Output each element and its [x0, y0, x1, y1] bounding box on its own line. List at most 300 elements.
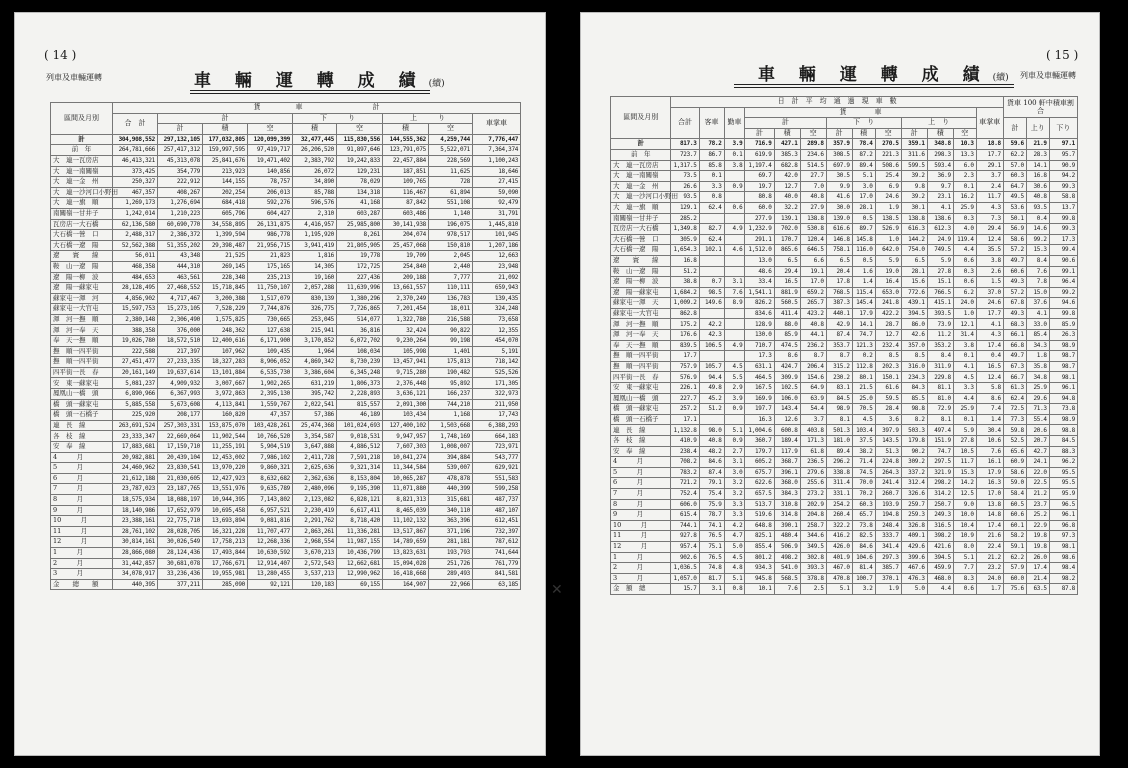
- table-cell: 1.4: [976, 414, 1003, 425]
- table-cell: 459.9: [927, 563, 953, 574]
- row-label: 蘇家屯一大官屯: [611, 308, 671, 319]
- table-cell: 17.7: [976, 149, 1003, 160]
- table-cell: 1,964: [293, 346, 337, 357]
- table-cell: 37.0: [976, 287, 1003, 298]
- table-cell: 21.2: [976, 552, 1003, 563]
- table-cell: 8,718,420: [337, 516, 383, 527]
- table-cell: 227,436: [337, 272, 383, 283]
- table-cell: 16.3: [976, 478, 1003, 489]
- table-cell: 102.1: [699, 245, 724, 256]
- table-cell: 27,415: [473, 177, 521, 188]
- table-cell: 62.4: [1003, 393, 1026, 404]
- table-cell: 60.0: [1003, 573, 1026, 584]
- table-cell: 7.0: [800, 181, 826, 192]
- table-cell: 13.3: [953, 149, 976, 160]
- table-cell: 8.6: [774, 351, 800, 362]
- table-cell: 42.3: [699, 330, 724, 341]
- table-cell: 18,572,510: [158, 336, 203, 347]
- table-cell: 304,908,552: [113, 134, 158, 145]
- table-cell: 7,744,876: [248, 304, 293, 315]
- table-cell: 95.9: [1049, 488, 1077, 499]
- row-label: 蘇家屯一大官屯: [51, 304, 113, 315]
- table-cell: 309.9: [774, 372, 800, 383]
- table-cell: 341.4: [875, 541, 901, 552]
- table-cell: 263,691,524: [113, 420, 158, 431]
- table-cell: 801.2: [745, 552, 774, 563]
- table-row: [51, 208, 521, 219]
- table-cell: 11,750,107: [248, 283, 293, 294]
- table-cell: 107,962: [203, 346, 248, 357]
- table-cell: 100.7: [852, 573, 875, 584]
- table-cell: 87.8: [1049, 584, 1077, 595]
- table-row: [611, 255, 1078, 266]
- average-cars-table: [610, 96, 1078, 595]
- table-cell: 48.2: [699, 446, 724, 457]
- table-cell: 12,268,336: [248, 537, 293, 548]
- table-row: [611, 202, 1078, 213]
- table-cell: 235,213: [248, 272, 293, 283]
- table-cell: 2,310: [293, 208, 337, 219]
- row-label: 大 連一南關嶺: [51, 166, 113, 177]
- table-cell: 1,748,169: [429, 431, 473, 442]
- table-row: [611, 245, 1078, 256]
- row-label: 奉 天一撫 順: [51, 336, 113, 347]
- row-label: 鞍 山一遼 陽: [51, 261, 113, 272]
- table-cell: 99.4: [1049, 245, 1077, 256]
- table-cell: 3.9: [724, 393, 745, 404]
- table-cell: 1,004.6: [745, 425, 774, 436]
- table-cell: 10,944,395: [203, 494, 248, 505]
- row-label: 橋 頭一石橋子: [51, 410, 113, 421]
- table-cell: 2,362,636: [293, 473, 337, 484]
- table-cell: 5.5: [724, 372, 745, 383]
- table-cell: 20.7: [1026, 436, 1049, 447]
- table-cell: 24,460,962: [113, 463, 158, 474]
- table-cell: 23,830,541: [158, 463, 203, 474]
- table-cell: 758.1: [826, 245, 852, 256]
- table-cell: 0.8: [724, 584, 745, 595]
- table-cell: 593.4: [927, 160, 953, 171]
- table-row: [611, 457, 1078, 468]
- row-label: 10 月: [51, 516, 113, 527]
- table-cell: 606.0: [671, 499, 699, 510]
- table-cell: 11,336,281: [337, 526, 383, 537]
- table-cell: 99.3: [1049, 181, 1077, 192]
- table-cell: 525,526: [473, 367, 521, 378]
- row-label: 撫 順一四平街: [51, 346, 113, 357]
- row-label: 12 月: [51, 537, 113, 548]
- table-cell: 139,435: [473, 293, 521, 304]
- table-cell: 32.2: [774, 202, 800, 213]
- page-title: [758, 60, 1009, 85]
- table-cell: 74.5: [852, 467, 875, 478]
- group-header: 日 計 平 均 通 過 現 車 數: [671, 97, 1003, 108]
- table-cell: 32,424: [383, 325, 429, 336]
- table-cell: 0.1: [953, 181, 976, 192]
- col-header: 計: [745, 128, 774, 139]
- table-cell: 62,136,580: [113, 219, 158, 230]
- table-cell: 60.3: [852, 499, 875, 510]
- table-cell: 353.2: [927, 340, 953, 351]
- table-cell: 63.9: [800, 393, 826, 404]
- table-cell: 308.5: [826, 149, 852, 160]
- table-cell: 86.7: [699, 149, 724, 160]
- table-cell: 1,207,186: [473, 240, 521, 251]
- table-cell: 26.3: [1049, 330, 1077, 341]
- table-row: [51, 389, 521, 400]
- table-cell: 270.5: [875, 139, 901, 150]
- table-cell: 2,091,300: [383, 399, 429, 410]
- table-cell: 2,230,419: [293, 505, 337, 516]
- corner-header: 區間及月別: [51, 103, 113, 135]
- table-cell: 99,198: [429, 336, 473, 347]
- table-cell: 98.0: [699, 425, 724, 436]
- table-cell: 40.8: [699, 436, 724, 447]
- table-row: [611, 425, 1078, 436]
- table-cell: 75.9: [699, 499, 724, 510]
- table-cell: 7.4: [976, 404, 1003, 415]
- table-cell: 8.5: [901, 351, 927, 362]
- table-cell: 8.3: [953, 573, 976, 584]
- table-cell: 260.7: [875, 488, 901, 499]
- row-label: 12 月: [611, 541, 671, 552]
- table-cell: 754.0: [901, 245, 927, 256]
- table-cell: 273.2: [800, 488, 826, 499]
- table-row: [611, 181, 1078, 192]
- table-cell: 7,726,865: [337, 304, 383, 315]
- table-row: [611, 372, 1078, 383]
- table-cell: 1.9: [875, 202, 901, 213]
- table-cell: 29.6: [1026, 393, 1049, 404]
- table-cell: 26,206,520: [293, 145, 337, 156]
- table-cell: 59.0: [1003, 478, 1026, 489]
- table-cell: 467.6: [901, 563, 927, 574]
- table-cell: 368.7: [774, 457, 800, 468]
- table-cell: [724, 213, 745, 224]
- table-cell: 73.8: [852, 520, 875, 531]
- table-cell: 109,765: [383, 177, 429, 188]
- table-cell: 13,693,894: [203, 516, 248, 527]
- table-cell: 112.8: [852, 361, 875, 372]
- table-cell: 817.3: [671, 139, 699, 150]
- table-cell: 176.6: [671, 330, 699, 341]
- table-cell: 98.6: [1049, 552, 1077, 563]
- table-cell: 249.3: [927, 510, 953, 521]
- table-cell: 18.8: [976, 139, 1003, 150]
- table-cell: 508.6: [875, 160, 901, 171]
- table-cell: 269,145: [203, 261, 248, 272]
- table-cell: 78.7: [699, 510, 724, 521]
- table-cell: 58.6: [1003, 467, 1026, 478]
- table-cell: 599,258: [473, 484, 521, 495]
- table-cell: 6,345,248: [337, 367, 383, 378]
- table-cell: 138.8: [901, 213, 927, 224]
- table-cell: 30.4: [976, 425, 1003, 436]
- table-cell: 8,153,804: [337, 473, 383, 484]
- table-cell: 1.0: [875, 234, 901, 245]
- table-cell: 1.9: [875, 584, 901, 595]
- table-cell: 629,921: [473, 463, 521, 474]
- table-cell: 18,011: [429, 304, 473, 315]
- table-cell: 29.4: [774, 266, 800, 277]
- table-cell: 258.7: [800, 520, 826, 531]
- table-cell: 181.0: [826, 436, 852, 447]
- table-cell: 248.4: [875, 520, 901, 531]
- row-label: 6 月: [611, 478, 671, 489]
- table-cell: 74.1: [699, 520, 724, 531]
- table-cell: 986,778: [248, 230, 293, 241]
- table-cell: 17.4: [976, 520, 1003, 531]
- table-cell: 78,029: [337, 177, 383, 188]
- table-cell: 80.1: [852, 372, 875, 383]
- table-cell: 2.7: [724, 446, 745, 457]
- table-cell: 48.6: [745, 266, 774, 277]
- table-cell: 60.9: [1003, 457, 1026, 468]
- table-cell: 6.5: [826, 255, 852, 266]
- table-cell: 7,364,374: [473, 145, 521, 156]
- table-cell: 14.1: [1026, 160, 1049, 171]
- table-cell: 222,588: [113, 346, 158, 357]
- table-cell: 101,024,693: [337, 420, 383, 431]
- table-cell: 934.3: [745, 563, 774, 574]
- table-cell: 539,007: [429, 463, 473, 474]
- table-cell: 3,354,587: [293, 431, 337, 442]
- table-cell: 8.0: [953, 541, 976, 552]
- table-cell: 3.3: [724, 510, 745, 521]
- row-label: 渾 河一奉 天: [51, 325, 113, 336]
- table-row: [51, 336, 521, 347]
- table-cell: 422.2: [875, 308, 901, 319]
- row-label: 連 長 線: [611, 425, 671, 436]
- table-cell: 4.1: [976, 319, 1003, 330]
- row-label: 南關嶺一甘井子: [611, 213, 671, 224]
- table-cell: 169.9: [745, 393, 774, 404]
- table-cell: 36,816: [337, 325, 383, 336]
- table-row: [51, 304, 521, 315]
- row-label: 遼 寰 線: [51, 251, 113, 262]
- table-cell: 631,219: [293, 378, 337, 389]
- table-cell: 57,386: [293, 410, 337, 421]
- table-cell: 202,254: [203, 187, 248, 198]
- table-cell: 3,636,121: [383, 389, 429, 400]
- table-cell: 98.4: [1049, 563, 1077, 574]
- table-cell: 110,111: [429, 283, 473, 294]
- table-cell: 37.6: [1026, 298, 1049, 309]
- table-cell: 749.5: [927, 245, 953, 256]
- table-cell: 14.6: [1026, 224, 1049, 235]
- table-row: [51, 367, 521, 378]
- row-label: 鳳凰山一橋 頭: [51, 389, 113, 400]
- table-cell: 631.1: [745, 361, 774, 372]
- table-cell: 13.0: [745, 255, 774, 266]
- table-cell: 470.8: [826, 573, 852, 584]
- table-cell: 506.9: [774, 541, 800, 552]
- table-cell: 4.9: [724, 224, 745, 235]
- table-cell: 81.0: [927, 393, 953, 404]
- table-cell: 3.0: [724, 467, 745, 478]
- table-cell: 728: [429, 177, 473, 188]
- col-header: 空: [800, 128, 826, 139]
- table-cell: 56.9: [1003, 224, 1026, 235]
- table-cell: 551,108: [429, 198, 473, 209]
- table-row: [611, 139, 1078, 150]
- table-cell: 1,401: [429, 346, 473, 357]
- table-cell: 74.8: [699, 563, 724, 574]
- table-cell: 359.1: [901, 139, 927, 150]
- table-cell: 368.0: [774, 478, 800, 489]
- table-cell: 592,276: [248, 198, 293, 209]
- table-cell: 5.1: [852, 171, 875, 182]
- table-cell: 3.3: [699, 181, 724, 192]
- table-cell: 1,242,014: [113, 208, 158, 219]
- table-cell: 8.9: [724, 298, 745, 309]
- table-cell: 4.7: [724, 531, 745, 542]
- table-cell: 62.2: [1003, 149, 1026, 160]
- row-label: 8 月: [51, 494, 113, 505]
- table-cell: 5,673,608: [158, 399, 203, 410]
- table-cell: 0.3: [953, 266, 976, 277]
- table-cell: [699, 266, 724, 277]
- row-label: 4 月: [51, 452, 113, 463]
- table-cell: 10.9: [953, 531, 976, 542]
- table-cell: 596,576: [293, 198, 337, 209]
- table-cell: 21.4: [1026, 573, 1049, 584]
- table-cell: 70.0: [852, 478, 875, 489]
- table-cell: 7,777: [429, 272, 473, 283]
- table-cell: 825.1: [745, 531, 774, 542]
- table-cell: 576.9: [671, 372, 699, 383]
- row-label: 瓦房店一大石橋: [51, 219, 113, 230]
- table-cell: 772.6: [901, 287, 927, 298]
- table-cell: 166,237: [429, 389, 473, 400]
- table-cell: 3.8: [976, 255, 1003, 266]
- table-cell: 221.3: [875, 149, 901, 160]
- table-cell: 138.8: [800, 213, 826, 224]
- table-cell: 1,009.2: [671, 298, 699, 309]
- table-cell: 9,081,816: [248, 516, 293, 527]
- table-cell: 224.8: [875, 457, 901, 468]
- table-cell: 815,557: [337, 399, 383, 410]
- corner-header: 區間及月別: [611, 97, 671, 139]
- table-cell: 3,670,213: [293, 547, 337, 558]
- table-cell: 439.1: [901, 298, 927, 309]
- table-cell: 839.5: [671, 340, 699, 351]
- row-label: 撫 順一四平街: [51, 357, 113, 368]
- table-cell: 13.7: [1049, 202, 1077, 213]
- table-cell: 24.6: [875, 192, 901, 203]
- row-label: 蘇家屯一渾 河: [51, 293, 113, 304]
- table-cell: 403.8: [800, 425, 826, 436]
- table-cell: 77.3: [1003, 414, 1026, 425]
- table-cell: 236.2: [800, 340, 826, 351]
- table-cell: 396.1: [774, 467, 800, 478]
- table-cell: 21,092: [473, 272, 521, 283]
- table-cell: 862.8: [671, 308, 699, 319]
- table-cell: 204.8: [800, 510, 826, 521]
- table-cell: [724, 192, 745, 203]
- table-cell: 2,123,082: [293, 494, 337, 505]
- table-cell: 215,941: [293, 325, 337, 336]
- table-cell: 97,419,717: [248, 145, 293, 156]
- table-cell: 175,165: [248, 261, 293, 272]
- table-cell: 8.5: [875, 351, 901, 362]
- table-cell: 2,306,490: [158, 314, 203, 325]
- table-cell: 30,681,078: [158, 558, 203, 569]
- table-cell: 38.2: [852, 446, 875, 457]
- table-cell: 337.2: [901, 467, 927, 478]
- table-cell: 19,637,614: [158, 367, 203, 378]
- table-cell: 208,177: [158, 410, 203, 421]
- table-cell: 134,318: [337, 187, 383, 198]
- table-cell: 76.5: [699, 531, 724, 542]
- table-cell: 21,525: [203, 251, 248, 262]
- table-cell: 11,639,996: [337, 283, 383, 294]
- table-cell: 371,196: [429, 526, 473, 537]
- table-cell: 22.9: [1026, 520, 1049, 531]
- table-cell: 57.0: [1003, 160, 1026, 171]
- table-cell: 70.2: [852, 488, 875, 499]
- table-cell: 697.9: [826, 160, 852, 171]
- table-cell: 99.2: [1026, 234, 1049, 245]
- row-label: 前 年: [611, 149, 671, 160]
- table-cell: 6.0: [953, 160, 976, 171]
- table-cell: 12.5: [953, 488, 976, 499]
- table-cell: 22,669,064: [158, 431, 203, 442]
- table-row: [611, 414, 1078, 425]
- row-label: 3 月: [611, 573, 671, 584]
- table-row: [611, 171, 1078, 182]
- title-underline: [734, 84, 1014, 85]
- table-cell: 42.2: [699, 319, 724, 330]
- table-cell: 257,417,312: [158, 145, 203, 156]
- table-cell: 26.0: [1026, 552, 1049, 563]
- table-cell: 57.2: [1003, 287, 1026, 298]
- table-cell: 394,884: [429, 452, 473, 463]
- table-cell: 13,457,941: [383, 357, 429, 368]
- table-cell: 217,397: [158, 346, 203, 357]
- table-cell: 264.3: [875, 467, 901, 478]
- table-cell: 18,327,283: [203, 357, 248, 368]
- table-cell: 4.0: [953, 224, 976, 235]
- table-cell: 7.8: [1026, 277, 1049, 288]
- table-cell: 66.8: [1003, 340, 1026, 351]
- table-cell: 30.5: [826, 171, 852, 182]
- table-body: [611, 139, 1078, 595]
- table-cell: 19.8: [1026, 531, 1049, 542]
- table-cell: 99.3: [1049, 224, 1077, 235]
- table-cell: [724, 255, 745, 266]
- table-cell: 395,742: [293, 389, 337, 400]
- table-row: [611, 584, 1078, 595]
- table-cell: 0.9: [724, 181, 745, 192]
- table-cell: 33,236,436: [158, 569, 203, 580]
- table-cell: 1,140: [429, 208, 473, 219]
- table-cell: 3.2: [724, 488, 745, 499]
- table-cell: 69.7: [745, 171, 774, 182]
- table-cell: 4.1: [927, 202, 953, 213]
- table-cell: 1,100,243: [473, 155, 521, 166]
- table-cell: [724, 234, 745, 245]
- row-label: 8 月: [611, 499, 671, 510]
- table-cell: 1,322,780: [383, 314, 429, 325]
- title-underline: [734, 87, 1014, 88]
- table-cell: 326,775: [293, 304, 337, 315]
- table-cell: 129.1: [671, 202, 699, 213]
- table-cell: 34,890: [293, 177, 337, 188]
- table-cell: 85.4: [1026, 330, 1049, 341]
- table-cell: 17.0: [852, 192, 875, 203]
- table-cell: 6.2: [953, 287, 976, 298]
